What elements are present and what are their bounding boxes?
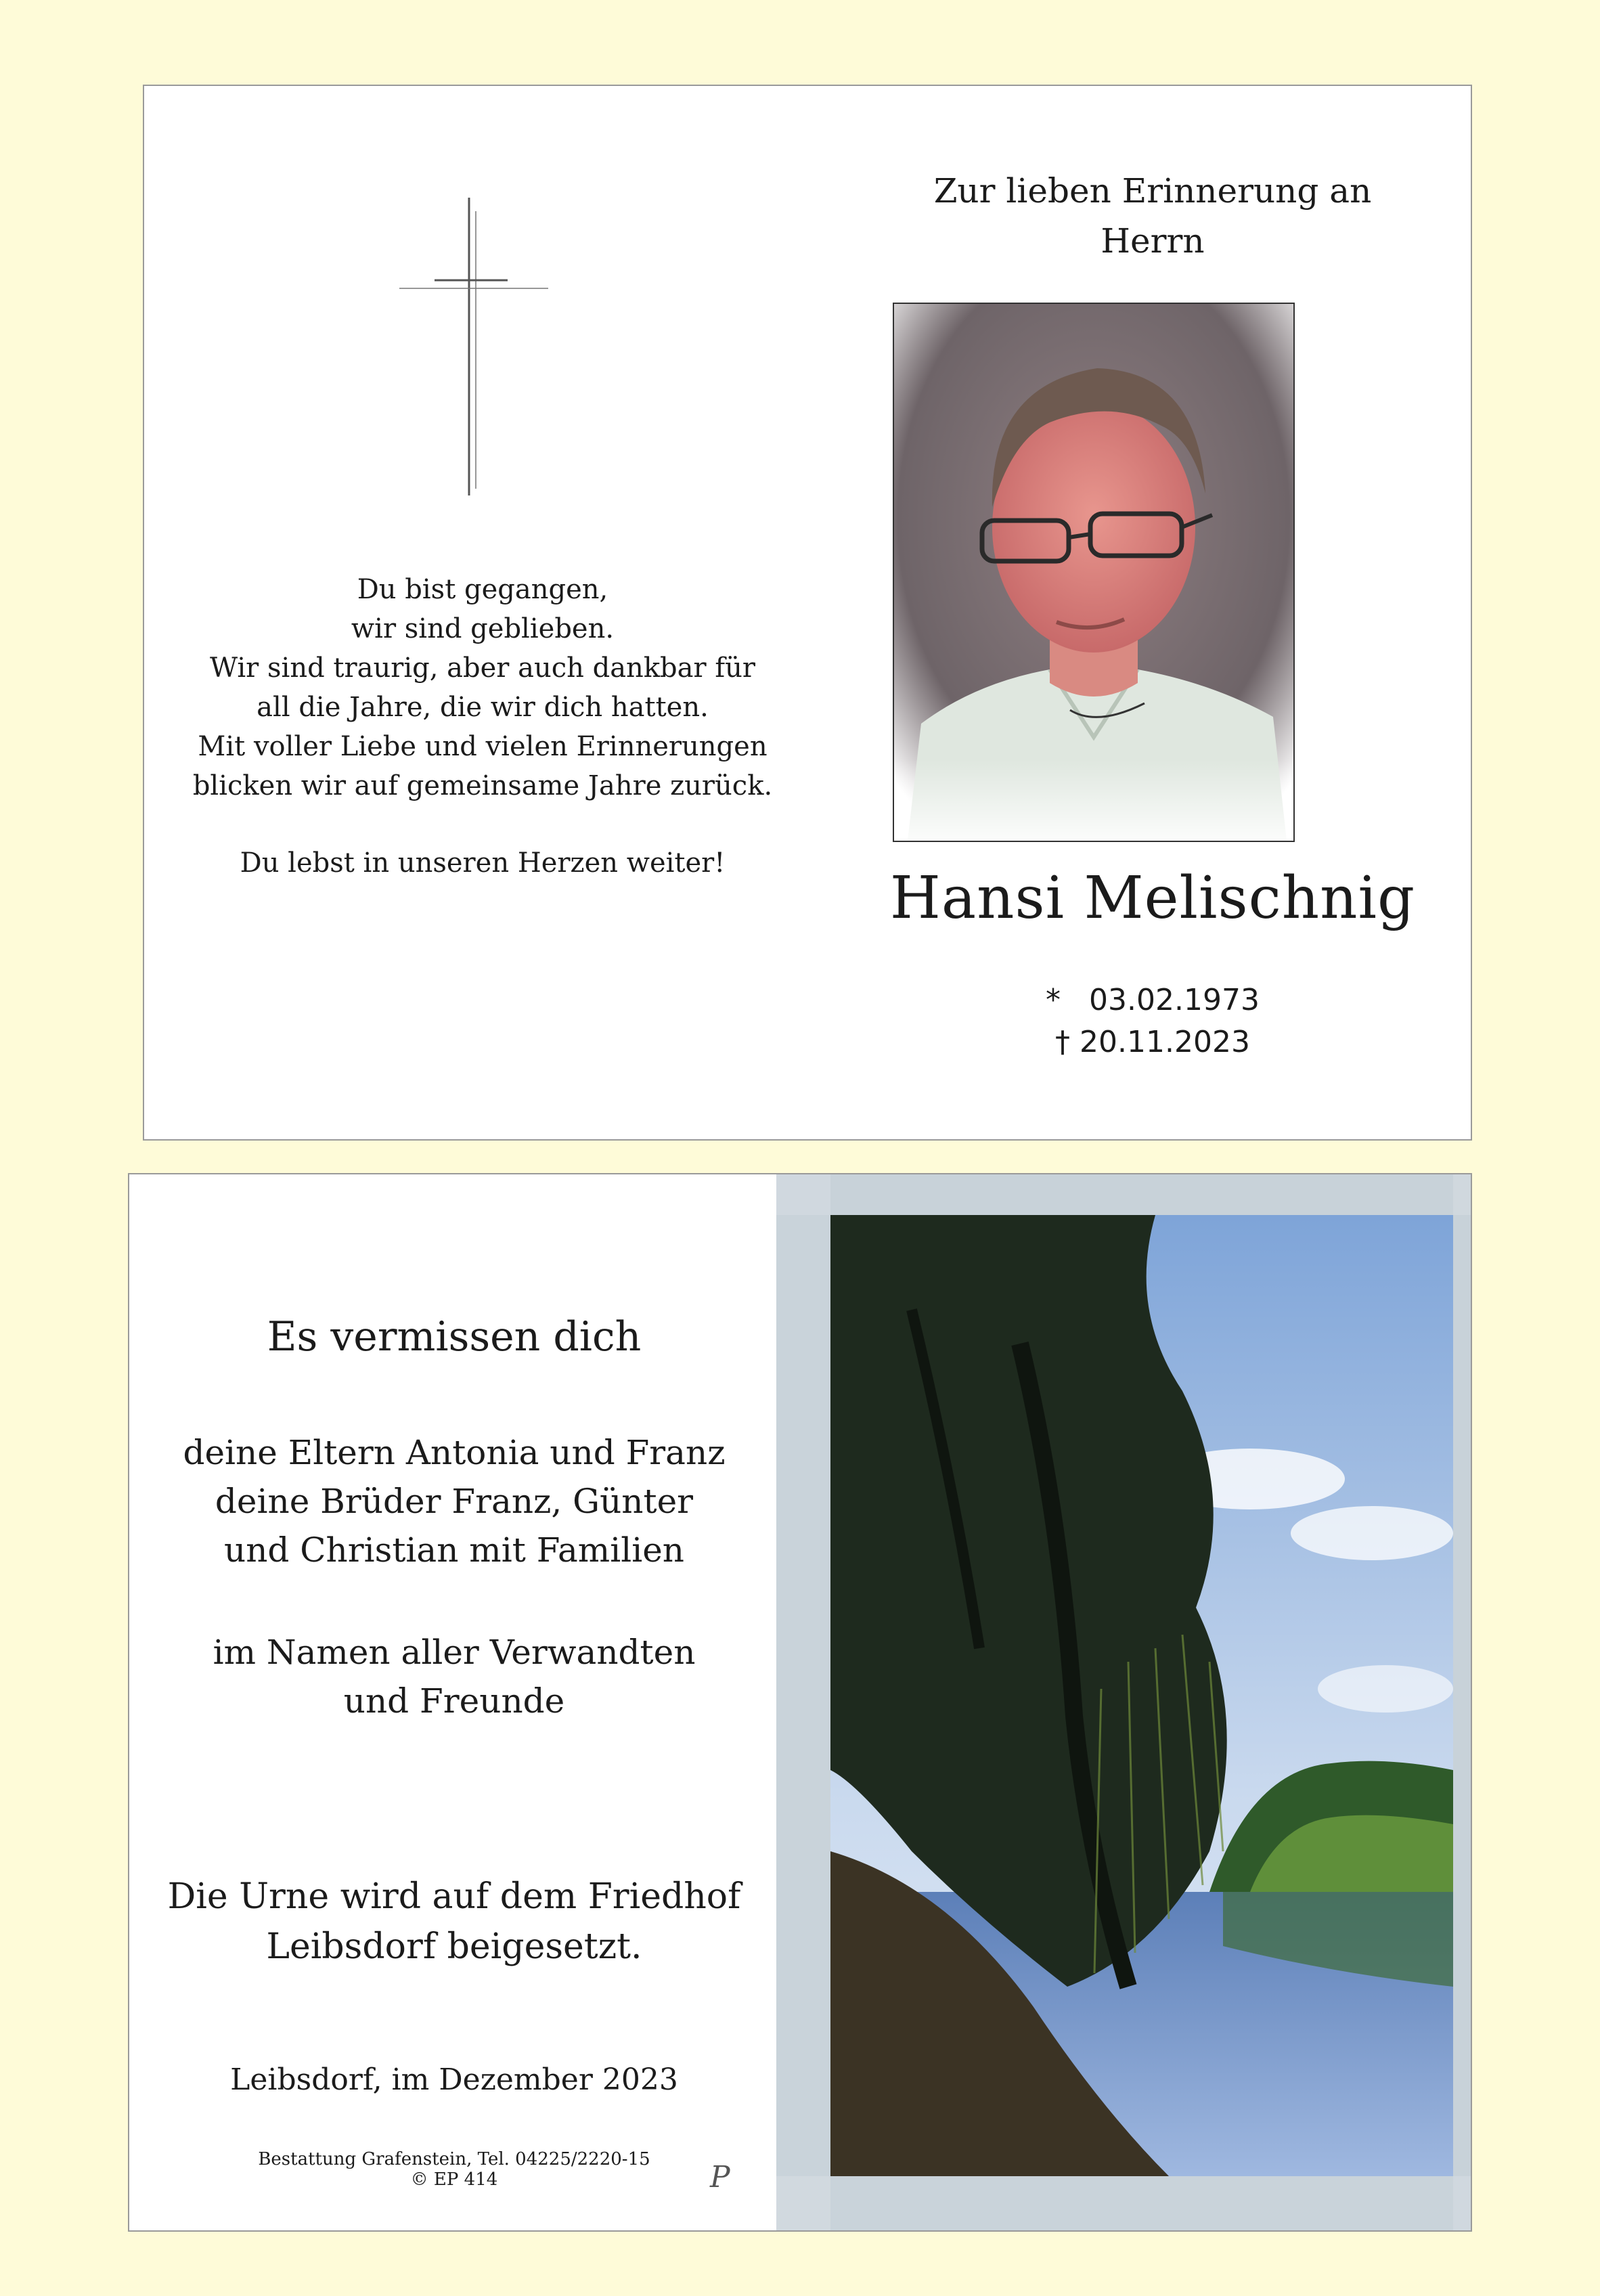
intro-line: Herrn	[1101, 221, 1205, 261]
portrait-photo	[893, 303, 1295, 842]
memorial-card-front	[143, 85, 1472, 1141]
relatives-line: und Freunde	[343, 1681, 565, 1721]
publisher-mark: P	[710, 2160, 730, 2194]
cross-icon	[399, 198, 548, 495]
urn-line: Die Urne wird auf dem Friedhof	[167, 1876, 741, 1917]
copyright-code: © EP 414	[410, 2169, 498, 2190]
mourners-title: Es vermissen dich	[267, 1313, 642, 1361]
poem-line: all die Jahre, die wir dich hatten.	[257, 692, 709, 723]
poem-closing: Du lebst in unseren Herzen weiter!	[240, 847, 726, 879]
undertaker-contact: Bestattung Grafenstein, Tel. 04225/2220-15	[258, 2149, 650, 2169]
urn-notice	[129, 1872, 779, 1972]
relatives-line: im Namen aller Verwandten	[213, 1633, 696, 1672]
poem-line: Wir sind traurig, aber auch dankbar für	[209, 653, 756, 684]
life-dates	[841, 979, 1464, 1063]
relatives-text	[129, 1628, 779, 1725]
poem-line: wir sind geblieben.	[351, 613, 615, 644]
poem-line: Mit voller Liebe und vielen Erinnerungen	[198, 731, 768, 762]
death-date: † 20.11.2023	[1055, 1025, 1250, 1059]
poem-line: Du bist gegangen,	[357, 574, 608, 605]
memorial-poem	[144, 570, 821, 883]
birth-date: * 03.02.1973	[1046, 983, 1260, 1017]
lake-landscape-image	[776, 1174, 1472, 2232]
poem-line: blicken wir auf gemeinsame Jahre zurück.	[192, 770, 773, 801]
family-line: und Christian mit Familien	[224, 1530, 684, 1570]
place-date: Leibsdorf, im Dezember 2023	[230, 2062, 678, 2097]
family-line: deine Eltern Antonia und Franz	[183, 1433, 726, 1472]
memorial-card-back	[128, 1173, 1472, 2232]
intro-line: Zur lieben Erinnerung an	[933, 171, 1372, 211]
family-list	[129, 1428, 779, 1574]
urn-line: Leibsdorf beigesetzt.	[266, 1926, 642, 1967]
family-line: deine Brüder Franz, Günter	[215, 1482, 694, 1521]
deceased-name: Hansi Melischnig	[889, 864, 1416, 932]
memorial-intro	[841, 166, 1464, 266]
undertaker-info	[129, 2149, 779, 2190]
